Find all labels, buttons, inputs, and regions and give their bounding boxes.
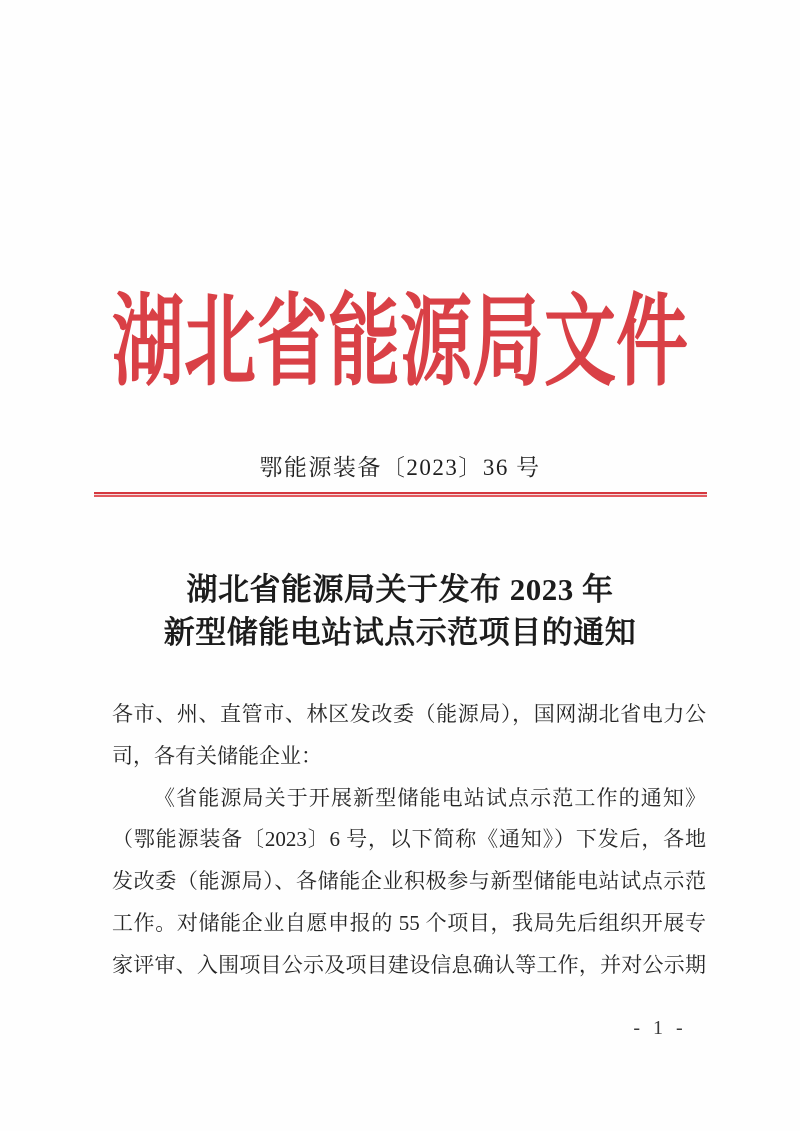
- body-line-1: 各市、州、直管市、林区发改委（能源局），国网湖北省电力公: [112, 702, 706, 726]
- body-line-4: （鄂能源装备〔2023〕6 号，以下简称《通知》）下发后，各地: [112, 827, 706, 852]
- page-number: - 1 -: [633, 1017, 687, 1039]
- body-line-7: 家评审、入围项目公示及项目建设信息确认等工作，并对公示期: [112, 952, 706, 977]
- body-line-5: 发改委（能源局）、各储能企业积极参与新型储能电站试点示范: [112, 869, 706, 894]
- agency-masthead-text: 湖北省能源局文件: [112, 287, 688, 398]
- red-divider-line: [94, 492, 707, 497]
- document-title-line2: 新型储能电站试点示范项目的通知: [163, 615, 637, 650]
- document-title: [0, 568, 800, 654]
- body-line-3: 《省能源局关于开展新型储能电站试点示范工作的通知》: [154, 785, 706, 810]
- document-title-line1: 湖北省能源局关于发布 2023 年: [186, 572, 614, 607]
- agency-masthead: [0, 287, 800, 424]
- body-line-6: 工作。对储能企业自愿申报的 55 个项目，我局先后组织开展专: [112, 910, 706, 935]
- document-body: [112, 694, 706, 987]
- document-number: 鄂能源装备〔2023〕36 号: [259, 455, 541, 480]
- body-line-2: 司，各有关储能企业：: [112, 743, 322, 768]
